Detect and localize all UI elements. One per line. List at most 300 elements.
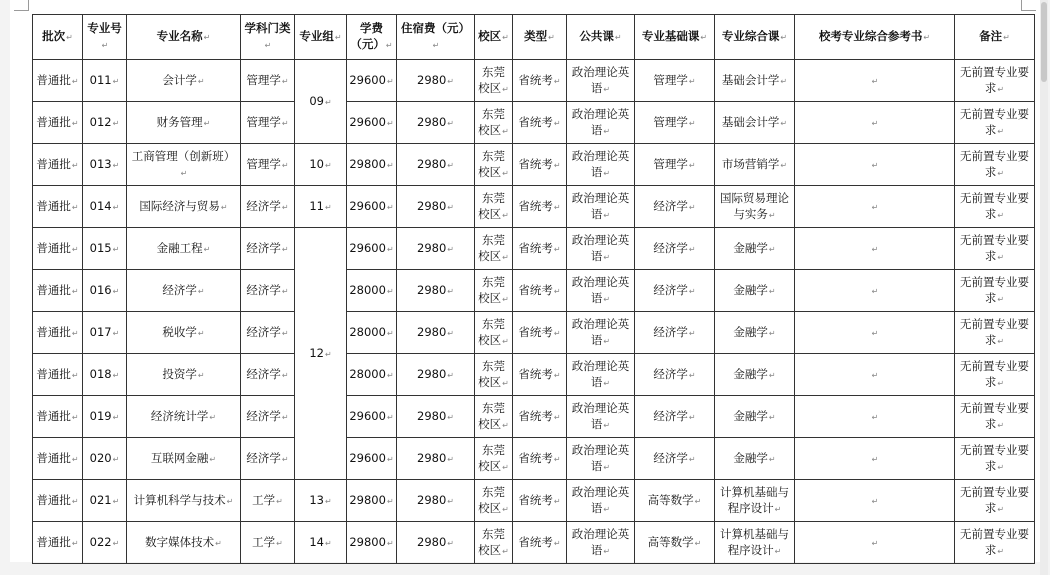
return-mark-icon: ↵ <box>553 412 561 422</box>
cell-campus: 东莞校区↵ <box>475 480 513 522</box>
table-row <box>33 312 1035 354</box>
cell-foundation: 经济学↵ <box>635 354 715 396</box>
cell-campus: 东莞校区↵ <box>475 396 513 438</box>
cell-code: 011↵ <box>83 60 127 102</box>
return-mark-icon: ↵ <box>502 84 509 94</box>
return-mark-icon: ↵ <box>281 328 289 338</box>
return-mark-icon: ↵ <box>871 496 879 506</box>
return-mark-icon: ↵ <box>386 496 394 506</box>
cell-group: 11↵ <box>295 186 347 228</box>
cell-type: 省统考↵ <box>513 186 567 228</box>
return-mark-icon: ↵ <box>447 118 454 128</box>
cell-type: 省统考↵ <box>513 396 567 438</box>
cell-name: 会计学↵ <box>127 60 241 102</box>
return-mark-icon: ↵ <box>203 118 211 128</box>
return-mark-icon: ↵ <box>997 168 1005 178</box>
return-mark-icon: ↵ <box>71 76 79 86</box>
return-mark-icon: ↵ <box>997 294 1005 304</box>
return-mark-icon: ↵ <box>71 454 79 464</box>
return-mark-icon: ↵ <box>603 378 611 388</box>
cell-type: 省统考↵ <box>513 270 567 312</box>
header-reference: 校考专业综合参考书↵ <box>795 15 955 60</box>
cell-foundation: 高等数学↵ <box>635 522 715 564</box>
return-mark-icon: ↵ <box>447 370 454 380</box>
cell-dorm: 2980↵ <box>397 270 475 312</box>
return-mark-icon: ↵ <box>447 76 454 86</box>
cell-reference <box>795 186 955 228</box>
return-mark-icon: ↵ <box>997 336 1005 346</box>
return-mark-icon: ↵ <box>923 33 931 42</box>
return-mark-icon: ↵ <box>71 160 79 170</box>
return-mark-icon: ↵ <box>432 41 440 50</box>
return-mark-icon: ↵ <box>386 76 394 86</box>
cell-notes: 无前置专业要求↵ <box>955 522 1035 564</box>
cell-type: 省统考↵ <box>513 480 567 522</box>
return-mark-icon: ↵ <box>203 244 211 254</box>
return-mark-icon: ↵ <box>603 504 611 514</box>
cell-campus: 东莞校区↵ <box>475 102 513 144</box>
cell-comprehensive: 金融学↵ <box>715 438 795 480</box>
document-page <box>10 0 1040 562</box>
return-mark-icon: ↵ <box>386 412 394 422</box>
return-mark-icon: ↵ <box>553 118 561 128</box>
return-mark-icon: ↵ <box>324 538 332 548</box>
return-mark-icon: ↵ <box>386 160 394 170</box>
cell-dorm: 2980↵ <box>397 354 475 396</box>
return-mark-icon: ↵ <box>997 420 1005 430</box>
return-mark-icon: ↵ <box>215 538 222 548</box>
return-mark-icon: ↵ <box>281 76 289 86</box>
return-mark-icon: ↵ <box>112 328 120 338</box>
cell-foundation: 经济学↵ <box>635 186 715 228</box>
cell-notes: 无前置专业要求↵ <box>955 396 1035 438</box>
return-mark-icon: ↵ <box>553 328 561 338</box>
return-mark-icon: ↵ <box>264 41 272 50</box>
cell-tuition: 29800↵ <box>347 480 397 522</box>
header-tuition: 学费（元）↵ <box>347 15 397 60</box>
return-mark-icon: ↵ <box>997 252 1005 262</box>
cell-code: 012↵ <box>83 102 127 144</box>
return-mark-icon: ↵ <box>447 412 454 422</box>
return-mark-icon: ↵ <box>386 202 394 212</box>
cell-public: 政治理论英语↵ <box>567 354 635 396</box>
return-mark-icon: ↵ <box>871 202 879 212</box>
cell-code: 020↵ <box>83 438 127 480</box>
return-mark-icon: ↵ <box>386 244 394 254</box>
cell-category: 经济学↵ <box>241 228 295 270</box>
return-mark-icon: ↵ <box>502 33 509 42</box>
header-batch: 批次↵ <box>33 15 83 60</box>
cell-dorm: 2980↵ <box>397 480 475 522</box>
cell-tuition: 29600↵ <box>347 396 397 438</box>
return-mark-icon: ↵ <box>324 97 332 107</box>
cell-reference <box>795 354 955 396</box>
header-group: 专业组↵ <box>295 15 347 60</box>
table-row <box>33 522 1035 564</box>
cell-batch: 普通批↵ <box>33 102 83 144</box>
cell-campus: 东莞校区↵ <box>475 438 513 480</box>
return-mark-icon: ↵ <box>71 328 79 338</box>
cell-comprehensive: 金融学↵ <box>715 396 795 438</box>
return-mark-icon: ↵ <box>688 412 696 422</box>
cell-name: 投资学↵ <box>127 354 241 396</box>
cell-foundation: 经济学↵ <box>635 438 715 480</box>
return-mark-icon: ↵ <box>997 462 1005 472</box>
cell-notes: 无前置专业要求↵ <box>955 480 1035 522</box>
return-mark-icon: ↵ <box>603 84 611 94</box>
cell-comprehensive: 基础会计学↵ <box>715 60 795 102</box>
cell-group: 13↵ <box>295 480 347 522</box>
major-table <box>32 14 1035 564</box>
return-mark-icon: ↵ <box>502 168 509 178</box>
return-mark-icon: ↵ <box>324 349 332 359</box>
cell-reference <box>795 438 955 480</box>
return-mark-icon: ↵ <box>688 286 696 296</box>
cell-dorm: 2980↵ <box>397 438 475 480</box>
cell-public: 政治理论英语↵ <box>567 522 635 564</box>
return-mark-icon: ↵ <box>768 370 776 380</box>
return-mark-icon: ↵ <box>281 202 289 212</box>
cell-public: 政治理论英语↵ <box>567 102 635 144</box>
header-campus: 校区↵ <box>475 15 513 60</box>
cell-reference <box>795 480 955 522</box>
cell-comprehensive: 国际贸易理论与实务↵ <box>715 186 795 228</box>
cell-code: 022↵ <box>83 522 127 564</box>
return-mark-icon: ↵ <box>553 160 561 170</box>
return-mark-icon: ↵ <box>112 412 120 422</box>
cell-code: 014↵ <box>83 186 127 228</box>
return-mark-icon: ↵ <box>203 33 211 42</box>
return-mark-icon: ↵ <box>112 370 120 380</box>
return-mark-icon: ↵ <box>871 118 879 128</box>
return-mark-icon: ↵ <box>871 160 879 170</box>
cell-comprehensive: 市场营销学↵ <box>715 144 795 186</box>
return-mark-icon: ↵ <box>447 454 454 464</box>
cell-group: 12↵ <box>295 228 347 480</box>
header-code: 专业号↵ <box>83 15 127 60</box>
header-name: 专业名称↵ <box>127 15 241 60</box>
header-public: 公共课↵ <box>567 15 635 60</box>
return-mark-icon: ↵ <box>112 160 120 170</box>
return-mark-icon: ↵ <box>871 412 879 422</box>
cell-reference <box>795 228 955 270</box>
table-row <box>33 186 1035 228</box>
return-mark-icon: ↵ <box>71 118 79 128</box>
cell-category: 经济学↵ <box>241 186 295 228</box>
header-comprehensive: 专业综合课↵ <box>715 15 795 60</box>
return-mark-icon: ↵ <box>700 33 708 42</box>
return-mark-icon: ↵ <box>603 462 611 472</box>
return-mark-icon: ↵ <box>780 33 788 42</box>
cell-campus: 东莞校区↵ <box>475 354 513 396</box>
header-type: 类型↵ <box>513 15 567 60</box>
return-mark-icon: ↵ <box>553 244 561 254</box>
return-mark-icon: ↵ <box>276 538 283 548</box>
cell-batch: 普通批↵ <box>33 270 83 312</box>
table-row <box>33 480 1035 522</box>
return-mark-icon: ↵ <box>197 76 205 86</box>
return-mark-icon: ↵ <box>386 538 394 548</box>
return-mark-icon: ↵ <box>502 504 509 514</box>
cell-comprehensive: 金融学↵ <box>715 354 795 396</box>
return-mark-icon: ↵ <box>101 41 109 50</box>
return-mark-icon: ↵ <box>780 118 788 128</box>
cell-batch: 普通批↵ <box>33 354 83 396</box>
return-mark-icon: ↵ <box>197 286 205 296</box>
return-mark-icon: ↵ <box>209 412 217 422</box>
return-mark-icon: ↵ <box>768 286 776 296</box>
return-mark-icon: ↵ <box>603 210 611 220</box>
cell-type: 省统考↵ <box>513 144 567 186</box>
return-mark-icon: ↵ <box>226 496 234 506</box>
cell-campus: 东莞校区↵ <box>475 186 513 228</box>
cell-group: 09↵ <box>295 60 347 144</box>
table-row <box>33 144 1035 186</box>
return-mark-icon: ↵ <box>553 76 561 86</box>
return-mark-icon: ↵ <box>694 496 702 506</box>
return-mark-icon: ↵ <box>688 244 696 254</box>
return-mark-icon: ↵ <box>71 538 79 548</box>
return-mark-icon: ↵ <box>553 538 561 548</box>
cell-name: 互联网金融↵ <box>127 438 241 480</box>
table-row <box>33 438 1035 480</box>
return-mark-icon: ↵ <box>281 412 289 422</box>
return-mark-icon: ↵ <box>768 328 776 338</box>
header-row <box>33 15 1035 60</box>
cell-public: 政治理论英语↵ <box>567 270 635 312</box>
cell-type: 省统考↵ <box>513 354 567 396</box>
cell-batch: 普通批↵ <box>33 312 83 354</box>
return-mark-icon: ↵ <box>112 76 120 86</box>
return-mark-icon: ↵ <box>386 370 394 380</box>
cell-name: 经济统计学↵ <box>127 396 241 438</box>
return-mark-icon: ↵ <box>688 328 696 338</box>
cell-category: 管理学↵ <box>241 102 295 144</box>
return-mark-icon: ↵ <box>768 244 776 254</box>
return-mark-icon: ↵ <box>603 420 611 430</box>
return-mark-icon: ↵ <box>447 202 454 212</box>
return-mark-icon: ↵ <box>871 538 879 548</box>
cell-tuition: 29800↵ <box>347 522 397 564</box>
cell-tuition: 28000↵ <box>347 270 397 312</box>
cell-tuition: 29600↵ <box>347 102 397 144</box>
return-mark-icon: ↵ <box>197 328 205 338</box>
return-mark-icon: ↵ <box>447 286 454 296</box>
cell-comprehensive: 计算机基础与程序设计↵ <box>715 522 795 564</box>
return-mark-icon: ↵ <box>71 244 79 254</box>
cell-group: 10↵ <box>295 144 347 186</box>
return-mark-icon: ↵ <box>871 286 879 296</box>
header-category: 学科门类↵ <box>241 15 295 60</box>
return-mark-icon: ↵ <box>386 328 394 338</box>
cell-foundation: 经济学↵ <box>635 270 715 312</box>
return-mark-icon: ↵ <box>112 286 120 296</box>
cell-foundation: 经济学↵ <box>635 312 715 354</box>
cell-reference <box>795 102 955 144</box>
header-foundation: 专业基础课↵ <box>635 15 715 60</box>
return-mark-icon: ↵ <box>688 118 696 128</box>
return-mark-icon: ↵ <box>997 210 1005 220</box>
table-row <box>33 228 1035 270</box>
return-mark-icon: ↵ <box>197 370 205 380</box>
return-mark-icon: ↵ <box>112 244 120 254</box>
cell-name: 经济学↵ <box>127 270 241 312</box>
cell-campus: 东莞校区↵ <box>475 312 513 354</box>
return-mark-icon: ↵ <box>688 202 696 212</box>
cell-type: 省统考↵ <box>513 228 567 270</box>
return-mark-icon: ↵ <box>603 546 611 556</box>
return-mark-icon: ↵ <box>447 160 454 170</box>
cell-comprehensive: 金融学↵ <box>715 270 795 312</box>
return-mark-icon: ↵ <box>386 118 394 128</box>
cell-dorm: 2980↵ <box>397 312 475 354</box>
return-mark-icon: ↵ <box>1003 33 1010 42</box>
return-mark-icon: ↵ <box>112 496 120 506</box>
return-mark-icon: ↵ <box>780 76 788 86</box>
return-mark-icon: ↵ <box>688 370 696 380</box>
cell-reference <box>795 144 955 186</box>
cell-category: 经济学↵ <box>241 438 295 480</box>
cell-type: 省统考↵ <box>513 60 567 102</box>
cell-public: 政治理论英语↵ <box>567 396 635 438</box>
cell-campus: 东莞校区↵ <box>475 270 513 312</box>
cell-type: 省统考↵ <box>513 102 567 144</box>
cell-public: 政治理论英语↵ <box>567 228 635 270</box>
table-row <box>33 270 1035 312</box>
return-mark-icon: ↵ <box>768 412 776 422</box>
cell-foundation: 管理学↵ <box>635 144 715 186</box>
return-mark-icon: ↵ <box>281 286 289 296</box>
cell-tuition: 29600↵ <box>347 438 397 480</box>
cell-name: 工商管理（创新班）↵ <box>127 144 241 186</box>
cell-code: 019↵ <box>83 396 127 438</box>
cell-category: 管理学↵ <box>241 144 295 186</box>
return-mark-icon: ↵ <box>997 504 1005 514</box>
return-mark-icon: ↵ <box>334 33 342 42</box>
return-mark-icon: ↵ <box>502 420 509 430</box>
cell-notes: 无前置专业要求↵ <box>955 438 1035 480</box>
return-mark-icon: ↵ <box>71 286 79 296</box>
cell-category: 经济学↵ <box>241 354 295 396</box>
return-mark-icon: ↵ <box>112 538 120 548</box>
cell-category: 经济学↵ <box>241 312 295 354</box>
cell-campus: 东莞校区↵ <box>475 60 513 102</box>
return-mark-icon: ↵ <box>502 252 509 262</box>
cell-notes: 无前置专业要求↵ <box>955 270 1035 312</box>
cell-foundation: 高等数学↵ <box>635 480 715 522</box>
return-mark-icon: ↵ <box>688 454 696 464</box>
return-mark-icon: ↵ <box>614 33 622 42</box>
cell-type: 省统考↵ <box>513 438 567 480</box>
cell-reference <box>795 270 955 312</box>
vertical-scrollbar[interactable] <box>1040 0 1048 575</box>
cell-tuition: 29600↵ <box>347 186 397 228</box>
cell-code: 016↵ <box>83 270 127 312</box>
cell-foundation: 管理学↵ <box>635 102 715 144</box>
cell-batch: 普通批↵ <box>33 438 83 480</box>
cell-category: 管理学↵ <box>241 60 295 102</box>
return-mark-icon: ↵ <box>871 328 879 338</box>
cell-code: 013↵ <box>83 144 127 186</box>
return-mark-icon: ↵ <box>71 412 79 422</box>
return-mark-icon: ↵ <box>386 286 394 296</box>
return-mark-icon: ↵ <box>688 160 696 170</box>
cell-notes: 无前置专业要求↵ <box>955 102 1035 144</box>
return-mark-icon: ↵ <box>324 496 332 506</box>
cell-foundation: 管理学↵ <box>635 60 715 102</box>
cell-reference <box>795 522 955 564</box>
cell-dorm: 2980↵ <box>397 186 475 228</box>
return-mark-icon: ↵ <box>603 336 611 346</box>
cell-campus: 东莞校区↵ <box>475 144 513 186</box>
return-mark-icon: ↵ <box>112 118 120 128</box>
cell-batch: 普通批↵ <box>33 480 83 522</box>
return-mark-icon: ↵ <box>71 370 79 380</box>
table-row <box>33 102 1035 144</box>
cell-dorm: 2980↵ <box>397 396 475 438</box>
cell-tuition: 29600↵ <box>347 228 397 270</box>
cell-notes: 无前置专业要求↵ <box>955 186 1035 228</box>
return-mark-icon: ↵ <box>447 244 454 254</box>
return-mark-icon: ↵ <box>324 202 332 212</box>
return-mark-icon: ↵ <box>553 202 561 212</box>
return-mark-icon: ↵ <box>281 160 289 170</box>
cell-category: 工学↵ <box>241 522 295 564</box>
cell-code: 021↵ <box>83 480 127 522</box>
return-mark-icon: ↵ <box>553 370 561 380</box>
return-mark-icon: ↵ <box>447 496 454 506</box>
cell-dorm: 2980↵ <box>397 522 475 564</box>
cell-public: 政治理论英语↵ <box>567 312 635 354</box>
return-mark-icon: ↵ <box>502 210 509 220</box>
cell-reference <box>795 60 955 102</box>
return-mark-icon: ↵ <box>502 294 509 304</box>
return-mark-icon: ↵ <box>871 454 879 464</box>
cell-tuition: 29600↵ <box>347 60 397 102</box>
return-mark-icon: ↵ <box>871 370 879 380</box>
cell-public: 政治理论英语↵ <box>567 144 635 186</box>
cell-category: 工学↵ <box>241 480 295 522</box>
return-mark-icon: ↵ <box>603 252 611 262</box>
return-mark-icon: ↵ <box>871 76 879 86</box>
return-mark-icon: ↵ <box>502 462 509 472</box>
return-mark-icon: ↵ <box>209 454 217 464</box>
cell-category: 经济学↵ <box>241 396 295 438</box>
cell-notes: 无前置专业要求↵ <box>955 144 1035 186</box>
cell-batch: 普通批↵ <box>33 396 83 438</box>
return-mark-icon: ↵ <box>688 76 696 86</box>
cell-type: 省统考↵ <box>513 522 567 564</box>
return-mark-icon: ↵ <box>112 202 120 212</box>
return-mark-icon: ↵ <box>281 244 289 254</box>
return-mark-icon: ↵ <box>553 496 561 506</box>
cell-batch: 普通批↵ <box>33 186 83 228</box>
cell-batch: 普通批↵ <box>33 60 83 102</box>
return-mark-icon: ↵ <box>502 378 509 388</box>
return-mark-icon: ↵ <box>768 454 776 464</box>
cell-batch: 普通批↵ <box>33 144 83 186</box>
return-mark-icon: ↵ <box>112 454 120 464</box>
scrollbar-thumb[interactable] <box>1041 2 1047 82</box>
cell-campus: 东莞校区↵ <box>475 522 513 564</box>
cell-dorm: 2980↵ <box>397 228 475 270</box>
cell-group: 14↵ <box>295 522 347 564</box>
return-mark-icon: ↵ <box>780 160 788 170</box>
cell-notes: 无前置专业要求↵ <box>955 228 1035 270</box>
return-mark-icon: ↵ <box>997 378 1005 388</box>
cell-name: 税收学↵ <box>127 312 241 354</box>
return-mark-icon: ↵ <box>281 454 289 464</box>
